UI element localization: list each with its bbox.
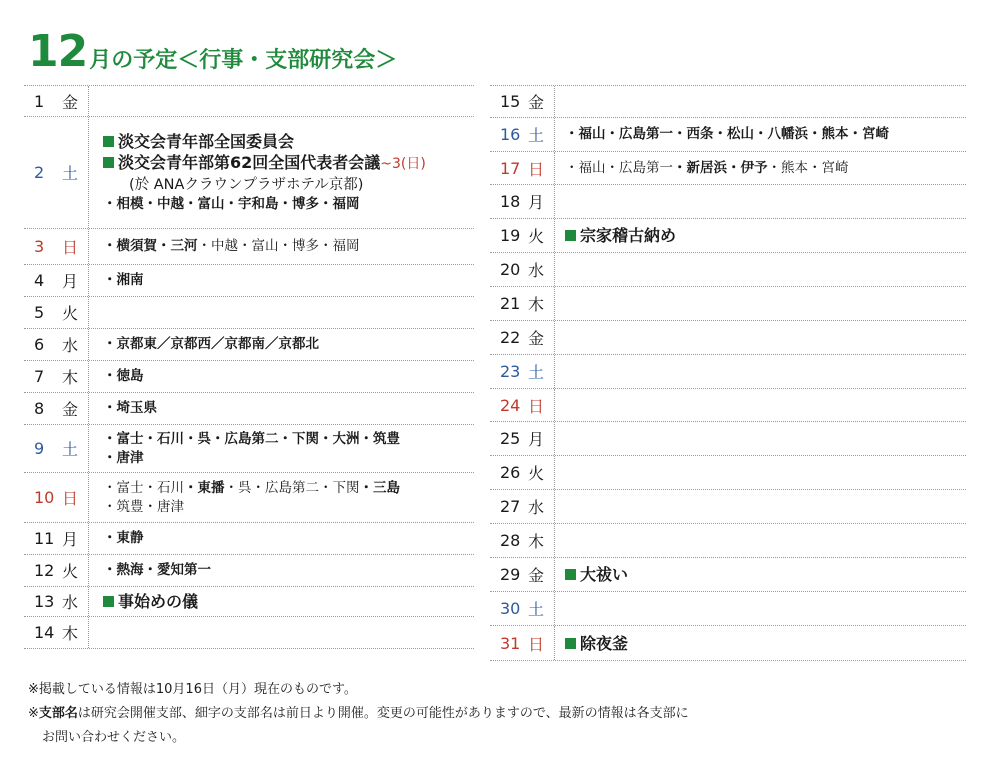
day-cell <box>490 287 554 320</box>
day-cell <box>490 524 554 557</box>
day-number: 31 <box>500 633 521 653</box>
day-number: 28 <box>500 531 521 550</box>
green-square-icon <box>565 638 576 649</box>
branch-list <box>103 335 474 354</box>
day-cell <box>490 355 554 388</box>
note-legend <box>28 702 978 726</box>
branch-prior-day: ・中越・富山・博多・福岡 <box>197 238 360 254</box>
event-title: 淡交会青年部第62回全国代表者会議 <box>118 153 381 172</box>
day-number: 16 <box>500 125 521 144</box>
weekday-label: 日 <box>528 159 545 179</box>
day-number: 21 <box>500 294 521 313</box>
weekday-label: 土 <box>62 164 79 183</box>
day-row-9 <box>24 425 474 473</box>
day-row-6 <box>24 329 474 361</box>
day-row-2 <box>24 117 474 229</box>
branch-host: ・相模・中越・富山・宇和島・博多・福岡 <box>103 196 360 212</box>
day-number: 9 <box>34 439 45 458</box>
branch-list <box>565 125 966 144</box>
branch-host: ・熱海・愛知第一 <box>103 562 211 578</box>
weekday-label: 月 <box>528 193 545 212</box>
day-cell <box>490 152 554 184</box>
weekday-label: 木 <box>62 624 79 643</box>
day-number: 8 <box>34 399 45 418</box>
title-text: 月の予定＜行事・支部研究会＞ <box>89 48 398 73</box>
weekday-label: 土 <box>528 363 545 382</box>
day-number: 13 <box>34 592 55 611</box>
day-cell <box>490 219 554 252</box>
day-number: 2 <box>34 163 45 182</box>
day-number: 29 <box>500 565 521 584</box>
weekday-label: 火 <box>62 304 79 323</box>
day-number: 25 <box>500 429 521 448</box>
weekday-label: 木 <box>528 532 545 551</box>
day-row-19 <box>490 219 966 253</box>
day-cell <box>490 592 554 625</box>
day-row-26 <box>490 456 966 490</box>
weekday-label: 土 <box>62 440 79 459</box>
day-content <box>88 393 474 424</box>
day-content <box>554 219 966 252</box>
day-row-16 <box>490 118 966 152</box>
day-row-8 <box>24 393 474 425</box>
day-content <box>88 555 474 586</box>
weekday-label: 水 <box>528 498 545 517</box>
day-number: 26 <box>500 463 521 482</box>
event-item <box>565 225 966 246</box>
day-number: 5 <box>34 303 45 322</box>
weekday-label: 日 <box>62 489 79 508</box>
day-cell <box>24 523 88 554</box>
event-title: 淡交会青年部全国委員会 <box>118 132 295 151</box>
green-square-icon <box>565 569 576 580</box>
day-cell <box>490 86 554 117</box>
branch-host: ・福山・広島第一・西条・松山・八幡浜・熊本・宮崎 <box>565 126 889 142</box>
day-cell <box>490 185 554 218</box>
day-cell <box>24 393 88 424</box>
day-content <box>88 473 474 522</box>
day-cell <box>24 555 88 586</box>
day-number: 4 <box>34 271 45 290</box>
day-cell <box>24 265 88 296</box>
day-row-29 <box>490 558 966 592</box>
branch-host: ・唐津 <box>103 449 144 466</box>
day-row-24 <box>490 389 966 422</box>
branch-list <box>103 399 474 418</box>
branch-host: ・徳島 <box>103 368 144 384</box>
day-row-22 <box>490 321 966 355</box>
branch-host: ・湘南 <box>103 272 144 288</box>
branch-list <box>103 529 474 548</box>
title-month-number: 12 <box>28 26 88 77</box>
branch-list <box>103 195 474 214</box>
day-number: 23 <box>500 362 521 381</box>
branch-host: ・富士・石川・呉・広島第二・下関・大洲・筑豊 <box>103 430 400 447</box>
day-row-30 <box>490 592 966 626</box>
day-number: 14 <box>34 623 55 642</box>
day-row-28 <box>490 524 966 558</box>
branch-list <box>103 367 474 386</box>
note-date: ※掲載している情報は10月16日（月）現在のものです。 <box>28 682 357 697</box>
day-content <box>554 253 966 286</box>
event-item <box>103 591 474 612</box>
weekday-label: 土 <box>528 600 545 619</box>
day-cell <box>490 422 554 455</box>
weekday-label: 日 <box>528 634 545 654</box>
weekday-label: 月 <box>528 430 545 449</box>
calendar-column-right <box>490 85 966 661</box>
day-row-12 <box>24 555 474 587</box>
weekday-label: 月 <box>62 272 79 291</box>
weekday-label: 水 <box>62 593 79 612</box>
day-number: 30 <box>500 599 521 618</box>
weekday-label: 金 <box>528 93 545 112</box>
day-number: 22 <box>500 328 521 347</box>
day-row-21 <box>490 287 966 321</box>
day-row-4 <box>24 265 474 297</box>
event-date-range: ~3(日) <box>380 156 426 172</box>
day-cell <box>24 297 88 328</box>
branch-list <box>565 159 966 178</box>
day-number: 11 <box>34 529 55 548</box>
day-content <box>554 86 966 117</box>
day-content <box>554 524 966 557</box>
branch-prior-day: ・富士・石川 <box>103 479 184 496</box>
event-item <box>565 564 966 585</box>
note-bold-term: 支部名 <box>38 706 78 721</box>
day-number: 19 <box>500 226 521 245</box>
footnotes <box>28 678 978 750</box>
weekday-label: 火 <box>62 562 79 581</box>
weekday-label: 金 <box>62 92 79 112</box>
day-cell <box>490 490 554 523</box>
day-cell <box>490 558 554 591</box>
day-cell <box>24 473 88 522</box>
day-row-18 <box>490 185 966 219</box>
day-content <box>88 86 474 116</box>
day-cell <box>24 617 88 648</box>
day-cell <box>490 626 554 660</box>
day-row-5 <box>24 297 474 329</box>
weekday-label: 金 <box>528 566 545 585</box>
branch-host: ・東静 <box>103 530 144 546</box>
note-contact: お問い合わせください。 <box>42 730 186 745</box>
day-number: 10 <box>34 488 55 507</box>
day-content <box>554 389 966 421</box>
day-content <box>554 287 966 320</box>
branch-host: ・三島 <box>359 479 400 496</box>
branch-host: ・東播 <box>184 479 225 496</box>
day-row-17 <box>490 152 966 185</box>
green-square-icon <box>103 136 114 147</box>
branch-list <box>103 271 474 290</box>
branch-list <box>103 449 474 468</box>
green-square-icon <box>565 230 576 241</box>
day-content <box>88 329 474 360</box>
day-row-3 <box>24 229 474 265</box>
branch-prior-day: ・呉・広島第二・下関 <box>224 479 360 496</box>
event-title: 大祓い <box>580 565 629 584</box>
day-content <box>554 456 966 489</box>
day-content <box>554 321 966 354</box>
day-row-14 <box>24 617 474 649</box>
day-content <box>88 425 474 472</box>
day-cell <box>490 253 554 286</box>
branch-host: ・新居浜・伊予 <box>673 159 768 176</box>
day-row-11 <box>24 523 474 555</box>
event-title: 事始めの儀 <box>118 592 199 611</box>
green-square-icon <box>103 596 114 607</box>
day-content <box>554 185 966 218</box>
day-cell <box>24 587 88 616</box>
day-cell <box>490 118 554 151</box>
weekday-label: 水 <box>62 336 79 355</box>
day-row-10 <box>24 473 474 523</box>
note-mark: ※ <box>28 706 39 721</box>
day-content <box>88 117 474 228</box>
day-content <box>554 355 966 388</box>
day-cell <box>24 361 88 392</box>
day-number: 27 <box>500 497 521 516</box>
branch-prior-day: ・熊本・宮崎 <box>767 159 849 176</box>
day-cell <box>24 86 88 116</box>
day-row-23 <box>490 355 966 389</box>
day-number: 3 <box>34 237 45 256</box>
green-square-icon <box>103 157 114 168</box>
day-content <box>554 592 966 625</box>
day-content <box>554 558 966 591</box>
day-number: 20 <box>500 260 521 279</box>
day-content <box>88 587 474 616</box>
day-content <box>88 229 474 264</box>
day-number: 18 <box>500 192 521 211</box>
event-item <box>103 131 474 152</box>
day-content <box>554 152 966 184</box>
day-cell <box>490 456 554 489</box>
calendar-column-left <box>24 85 474 649</box>
event-title: 除夜釜 <box>580 633 629 653</box>
branch-list <box>103 430 474 449</box>
day-content <box>88 265 474 296</box>
day-row-31 <box>490 626 966 661</box>
event-item <box>103 152 474 175</box>
day-row-7 <box>24 361 474 393</box>
day-cell <box>24 425 88 472</box>
day-number: 12 <box>34 561 55 580</box>
day-number: 1 <box>34 91 45 111</box>
day-cell <box>24 117 88 228</box>
branch-list <box>103 498 474 517</box>
weekday-label: 金 <box>62 400 79 419</box>
branch-list <box>103 237 474 256</box>
weekday-label: 金 <box>528 329 545 348</box>
branch-host: ・横須賀・三河 <box>103 238 198 254</box>
branch-list <box>103 561 474 580</box>
event-item <box>565 633 966 654</box>
day-content <box>554 118 966 151</box>
branch-prior-day: ・筑豊・唐津 <box>103 498 184 515</box>
branch-host: ・埼玉県 <box>103 400 157 416</box>
page-title <box>28 20 397 76</box>
day-row-25 <box>490 422 966 456</box>
weekday-label: 土 <box>528 126 545 145</box>
branch-prior-day: ・福山・広島第一 <box>565 159 673 176</box>
event-title: 宗家稽古納め <box>580 226 677 245</box>
day-row-1 <box>24 85 474 117</box>
weekday-label: 木 <box>528 295 545 314</box>
day-row-15 <box>490 85 966 118</box>
day-number: 6 <box>34 335 45 354</box>
weekday-label: 水 <box>528 261 545 280</box>
day-row-20 <box>490 253 966 287</box>
day-cell <box>490 321 554 354</box>
weekday-label: 火 <box>528 227 545 246</box>
weekday-label: 日 <box>528 396 545 416</box>
day-row-27 <box>490 490 966 524</box>
day-cell <box>490 389 554 421</box>
day-content <box>88 523 474 554</box>
day-number: 24 <box>500 395 521 415</box>
branch-host: ・京都東／京都西／京都南／京都北 <box>103 336 319 352</box>
branch-list <box>103 479 474 498</box>
day-cell <box>24 329 88 360</box>
day-content <box>88 297 474 328</box>
day-cell <box>24 229 88 264</box>
day-content <box>88 617 474 648</box>
day-content <box>554 626 966 660</box>
note-legend-text: は研究会開催支部、細字の支部名は前日より開催。変更の可能性がありますので、最新の情報は各支部に <box>77 706 689 721</box>
day-content <box>554 490 966 523</box>
day-content <box>554 422 966 455</box>
day-content <box>88 361 474 392</box>
weekday-label: 火 <box>528 464 545 483</box>
day-number: 17 <box>500 158 521 178</box>
day-number: 15 <box>500 92 521 111</box>
event-venue: (於 ANAクラウンプラザホテル京都) <box>129 177 364 193</box>
day-number: 7 <box>34 367 45 386</box>
weekday-label: 日 <box>62 238 79 257</box>
weekday-label: 月 <box>62 530 79 549</box>
day-row-13 <box>24 587 474 617</box>
weekday-label: 木 <box>62 368 79 387</box>
